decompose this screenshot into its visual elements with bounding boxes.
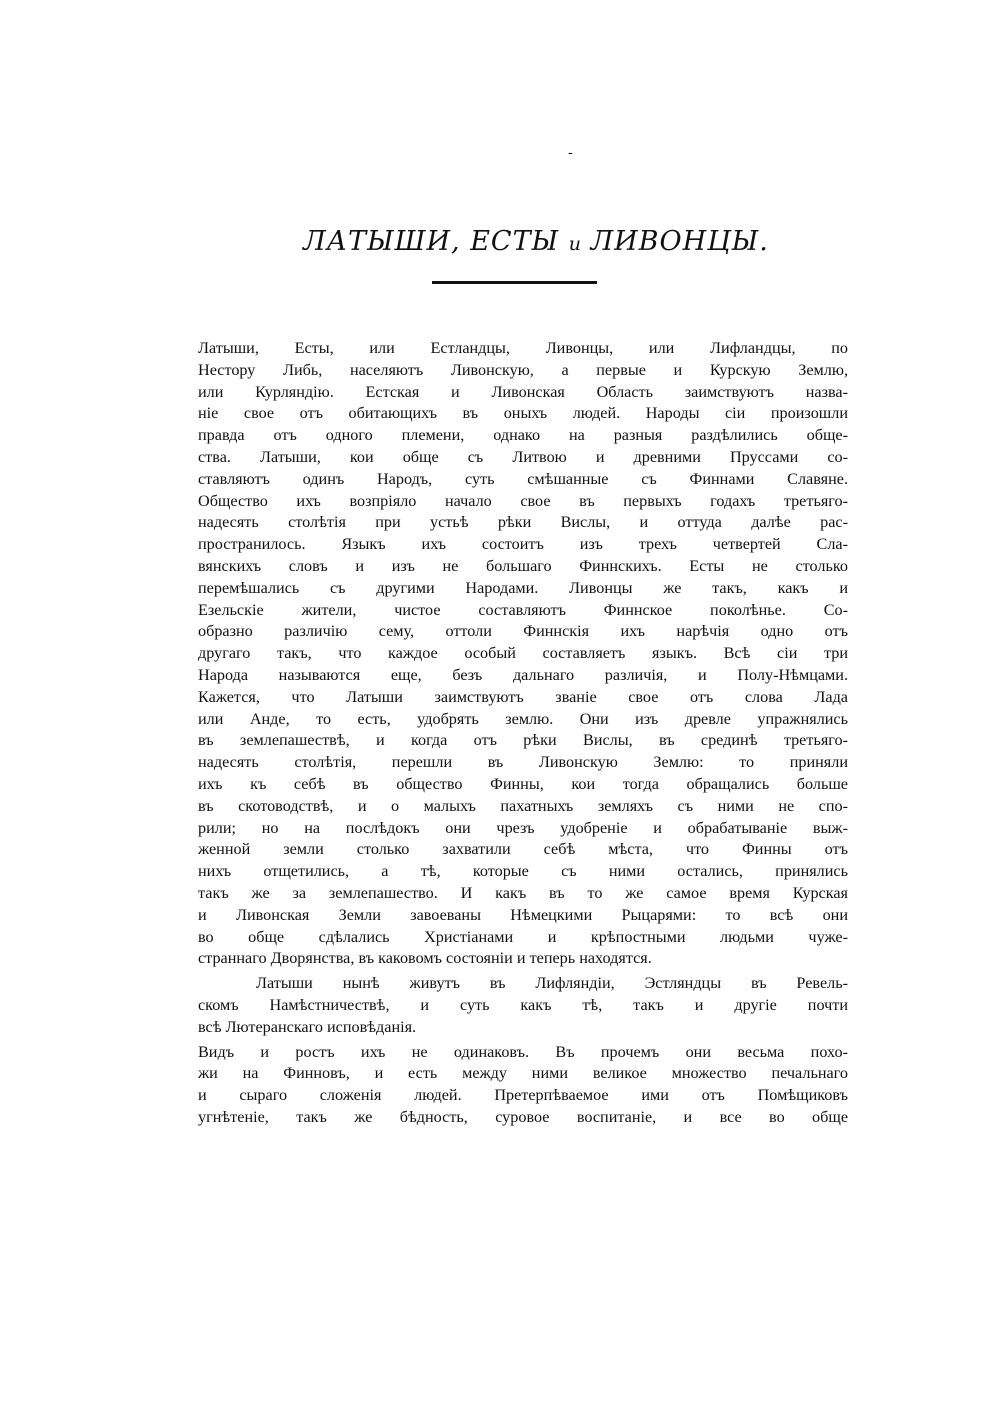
text-line: Кажется, что Латыши заимствуютъ званіе свое отъ слова Лада	[198, 687, 848, 706]
text-line: правда отъ одного племени, однако на разныя раздѣлились обще-	[198, 426, 848, 445]
text-line: вянскихъ словъ и изъ не большаго Финнскихъ. Есты не столько	[198, 556, 848, 575]
text-line: рили; но на послѣдокъ они чрезъ удобреніе и обрабатываніе выж-	[198, 818, 848, 837]
text-line: въ землепашествѣ, и когда отъ рѣки Вислы, въ срединѣ третьяго-	[198, 731, 848, 750]
text-line: въ скотоводствѣ, и о малыхъ пахатныхъ земляхъ съ ними не спо-	[198, 796, 848, 815]
text-line: во обще сдѣлались Христіанами и крѣпостными людьми чуже-	[198, 927, 848, 946]
text-line: Езельскіе жители, чистое составляютъ Финнское поколѣнье. Со-	[198, 600, 848, 619]
text-line: женной земли столько захватили себѣ мѣста, что Финны отъ	[198, 840, 848, 859]
text-line: Латыши нынѣ живутъ въ Лифляндіи, Эстляндцы въ Ревель-	[256, 974, 848, 993]
text-line: пространилось. Языкъ ихъ состоитъ изъ трехъ четвертей Сла-	[198, 535, 848, 554]
text-line: и сыраго сложенія людей. Претерпѣваемое ими отъ Помѣщиковъ	[198, 1086, 848, 1105]
text-line: Видъ и ростъ ихъ не одинаковъ. Въ прочемъ они весьма похо-	[198, 1042, 848, 1061]
text-line: другаго такъ, что каждое особый составляетъ языкъ. Всѣ сіи три	[198, 644, 848, 663]
text-line: угнѣтеніе, такъ же бѣдность, суровое воспитаніе, и все во обще	[198, 1107, 848, 1126]
text-line: страннаго Дворянства, въ каковомъ состояніи и теперь находятся.	[198, 949, 652, 968]
text-line: всѣ Лютеранскаго исповѣданія.	[198, 1017, 417, 1036]
page-title	[200, 224, 872, 262]
text-line: образно различію сему, оттоли Финнскія ихъ нарѣчія одно отъ	[198, 622, 848, 641]
text-line: ставляютъ одинъ Народъ, суть смѣшанные съ Финнами Славяне.	[198, 469, 848, 488]
text-line: ихъ къ себѣ въ общество Финны, кои тогда обращались больше	[198, 774, 848, 793]
text-line: ства. Латыши, кои обще съ Литвою и древними Пруссами со-	[198, 447, 848, 466]
text-line: Общество ихъ возпріяло начало свое въ первыхъ годахъ третьяго-	[198, 491, 848, 510]
title-part-2: ЛИВОНЦЫ.	[580, 226, 769, 257]
title-part-1: ЛАТЫШИ, ЕСТЫ	[303, 226, 569, 257]
text-line: жи на Финновъ, и есть между ними великое множество печальнаго	[198, 1064, 848, 1083]
text-line: Латыши, Есты, или Естландцы, Ливонцы, или Лифландцы, по	[198, 339, 848, 357]
text-line: надесять столѣтія, перешли въ Ливонскую Землю: то приняли	[198, 753, 848, 772]
text-line: или Курляндію. Естская и Ливонская Область заимствуютъ назва-	[198, 382, 848, 401]
title-conjunction: и	[568, 233, 581, 255]
text-line: перемѣшались съ другими Народами. Ливонцы же такъ, какъ и	[198, 578, 848, 597]
text-line: ніе свое отъ обитающихъ въ оныхъ людей. Народы сіи произошли	[198, 404, 848, 423]
text-line: скомъ Намѣстничествѣ, и суть какъ тѣ, такъ и другіе почти	[198, 995, 848, 1014]
page-mark: -	[568, 145, 573, 161]
text-line: или Анде, то есть, удобрять землю. Они изъ древле упражнялись	[198, 709, 848, 728]
paragraph-1	[198, 338, 848, 970]
text-line: Нестору Либь, населяютъ Ливонскую, а первые и Курскую Землю,	[198, 360, 848, 379]
text-line: нихъ отщетились, а тѣ, которые съ ними остались, принялись	[198, 862, 848, 881]
text-line: Народа называются еще, безъ дальнаго различія, и Полу-Нѣмцами.	[198, 665, 848, 684]
text-line: и Ливонская Земли завоеваны Нѣмецкими Рыцарями: то всѣ они	[198, 905, 848, 924]
body-text	[198, 338, 848, 1129]
paragraph-3	[198, 1042, 848, 1129]
title-divider	[432, 281, 597, 284]
text-line: надесять столѣтія при устьѣ рѣки Вислы, и оттуда далѣе рас-	[198, 513, 848, 532]
paragraph-2	[198, 973, 848, 1038]
text-line: такъ же за землепашество. И какъ въ то же самое время Курская	[198, 883, 848, 902]
